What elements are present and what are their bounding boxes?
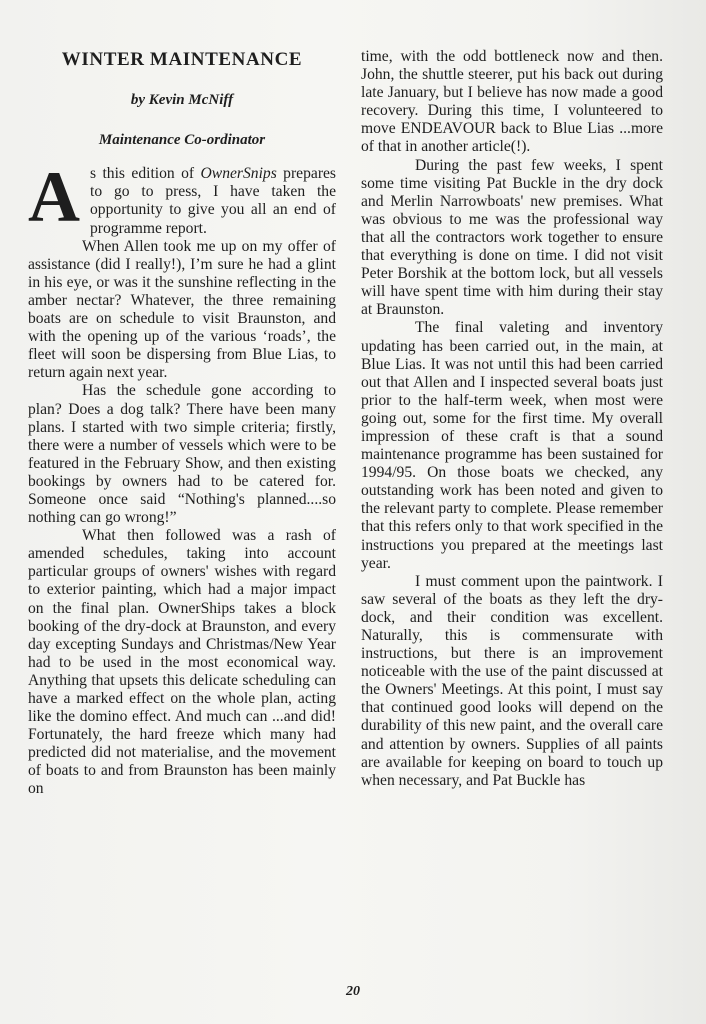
paragraph-5: time, with the odd bottleneck now and then. John, the shuttle steerer, put his back out during late January, but I believe has now made a good recovery. During this time, I volunteered to move ENDEAVOUR back to Blue Lias ...more of that in another article(!). [361,48,663,156]
intro-text-start: s this edition of [90,165,201,183]
article-title: WINTER MAINTENANCE [61,49,303,70]
paragraph-intro [28,157,336,238]
drop-cap: A [28,157,80,238]
intro-text-end: prepares to go to press, I have taken the opportunity to give you all an end of programme report. [90,165,336,237]
paragraph-8: I must comment upon the paintwork. I saw several of the boats as they left the dry-dock, and their condition was excellent. Naturally, this is commensurate with instructions, but there is an improvement noticeable with the use of the paint discussed at the Owners' Meetings. At this point, I must say that continued good looks will depend on the durability of this new paint, and the overall care and attention by owners. Supplies of all paints are available for keeping on board to touch up when necessary, and Pat Buckle has [361,572,663,789]
paragraph-6: During the past few weeks, I spent some time visiting Pat Buckle in the dry dock and Merlin Narrowboats' new premises. What was obvious to me was the professional way that all the contractors work together to ensure that everything is done on time. I did not visit Peter Borshik at the bottom lock, but all vessels will have spent time with him during their stay at Braunston. [361,156,663,319]
paragraph-3: Has the schedule gone according to plan? Does a dog talk? There have been many plans. I started with two simple criteria; firstly, there were a number of vessels which were to be featured in the February Show, and then existing bookings by owners had to be catered for. Someone once said “Nothing's planned....so nothing can go wrong!” [28,382,336,527]
left-column [28,48,336,799]
author-role: Maintenance Co-ordinator [98,132,266,149]
paragraph-7: The final valeting and inventory updating has been carried out, in the main, at Blue Lias. It was not until this had been carried out that Allen and I inspected several boats just prior to the half-term week, when most were going out, some for the first time. My overall impression of these craft is that a sound maintenance programme has been sustained for 1994/95. On those boats we checked, any outstanding work has been noted and given to the relevant party to complete. Please remember that this refers only to that work specified in the instructions you prepared at the meetings last year. [361,319,663,572]
author-byline: by Kevin McNiff [130,92,234,109]
publication-name: OwnerSnips [200,165,277,183]
right-column [361,48,663,790]
page-number: 20 [346,984,360,999]
paragraph-2: When Allen took me up on my offer of assistance (did I really!), I’m sure he had a glint in his eye, or was it the sunshine reflecting in the amber nectar? Whatever, the three remaining boats are on schedule to visit Braunston, and with the opening up of the various ‘roads’, the fleet will soon be dispersing from Blue Lias, to return again next year. [28,237,336,382]
paragraph-4: What then followed was a rash of amended schedules, taking into account particular groups of owners' wishes with regard to exterior painting, which had a major impact on the final plan. OwnerShips takes a block booking of the dry-dock at Braunston, and every day excepting Sundays and Christmas/New Year had to be used in the most economical way. Anything that upsets this delicate scheduling can have a marked effect on the whole plan, acting like the domino effect. And much can ...and did! Fortunately, the hard freeze which many had predicted did not materialise, and the movement of boats to and from Braunston has been mainly on [28,527,336,798]
